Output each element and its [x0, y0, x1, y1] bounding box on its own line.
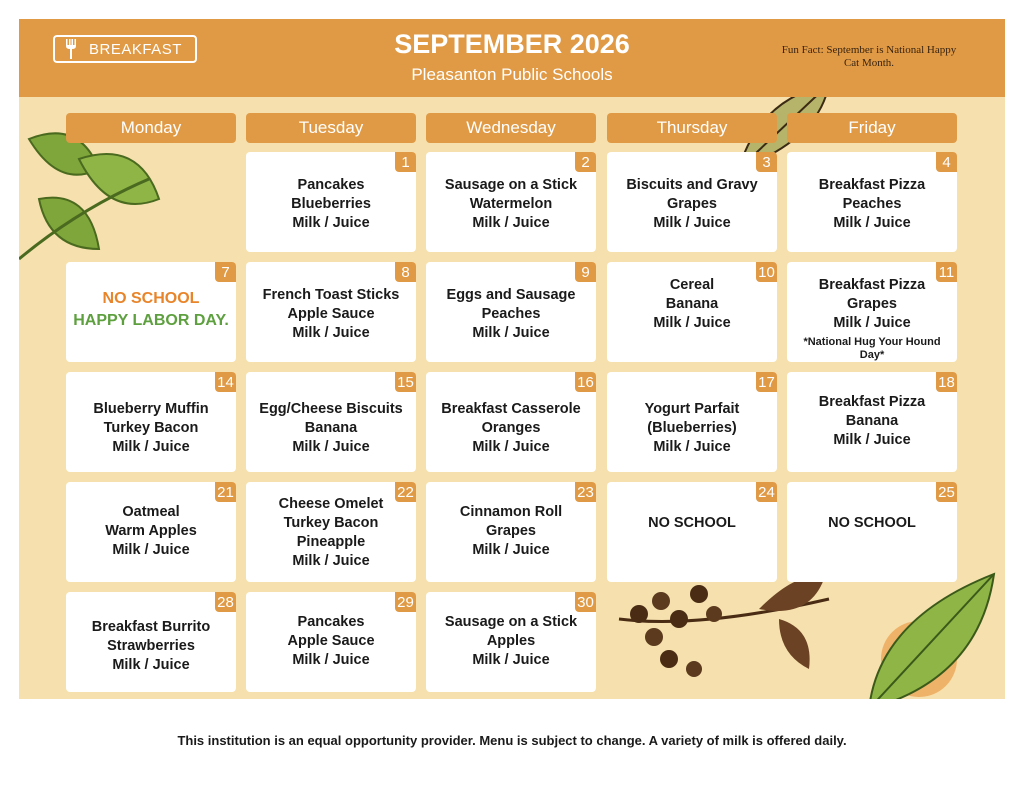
- menu-item: Banana: [665, 296, 719, 312]
- day-cell: [607, 152, 777, 252]
- day-cell: [607, 262, 777, 362]
- date-number: 1: [395, 152, 416, 172]
- day-header-wednesday: Wednesday: [426, 113, 596, 143]
- menu-item: Peaches: [842, 196, 902, 212]
- menu-item: Milk / Juice: [472, 325, 550, 341]
- date-number: 23: [575, 482, 596, 502]
- date-number: 17: [756, 372, 777, 392]
- day-cell: [607, 372, 777, 472]
- menu-item: Pancakes: [297, 614, 365, 630]
- menu-note: *National Hug Your Hound Day*: [803, 336, 941, 361]
- menu-item: Yogurt Parfait: [644, 401, 740, 417]
- menu-item: Cereal: [669, 277, 715, 293]
- page-header: [19, 19, 1005, 97]
- menu-item: Apple Sauce: [287, 633, 375, 649]
- day-cell: [607, 482, 777, 582]
- menu-item: Milk / Juice: [292, 215, 370, 231]
- menu-item: Breakfast Pizza: [818, 394, 926, 410]
- menu-item: Pancakes: [297, 177, 365, 193]
- date-number: 16: [575, 372, 596, 392]
- menu-item: Milk / Juice: [653, 215, 731, 231]
- date-number: 3: [756, 152, 777, 172]
- fork-icon: [61, 37, 81, 61]
- menu-item: Blueberries: [291, 196, 371, 212]
- menu-item: Cheese Omelet: [278, 496, 384, 512]
- date-number: 11: [936, 262, 957, 282]
- menu-item: Milk / Juice: [292, 553, 370, 569]
- menu-item: Breakfast Burrito: [91, 619, 211, 635]
- day-cell: [787, 482, 957, 582]
- menu-item: Milk / Juice: [653, 315, 731, 331]
- green-leaf-bottom-right-illustration: [859, 569, 999, 699]
- menu-item: Pineapple: [296, 534, 366, 550]
- menu-item: Cinnamon Roll: [459, 504, 563, 520]
- day-cell: [66, 592, 236, 692]
- date-number: 14: [215, 372, 236, 392]
- day-cell: [246, 372, 416, 472]
- menu-item: Warm Apples: [105, 523, 197, 539]
- menu-item: Sausage on a Stick: [444, 177, 578, 193]
- footer-disclaimer: This institution is an equal opportunity provider. Menu is subject to change. A variety of milk is offered daily.: [177, 733, 847, 748]
- day-header-monday: Monday: [66, 113, 236, 143]
- menu-item: NO SCHOOL: [648, 515, 736, 531]
- menu-item: Breakfast Pizza: [818, 277, 926, 293]
- menu-item: French Toast Sticks: [262, 287, 400, 303]
- menu-item: Sausage on a Stick: [444, 614, 578, 630]
- day-cell: [246, 482, 416, 582]
- breakfast-logo: [53, 35, 197, 63]
- date-number: 30: [575, 592, 596, 612]
- day-cell: [66, 262, 236, 362]
- menu-item: Biscuits and Gravy: [626, 177, 758, 193]
- menu-item: Milk / Juice: [833, 215, 911, 231]
- day-cell: [66, 372, 236, 472]
- menu-item: Grapes: [667, 196, 717, 212]
- day-header-friday: Friday: [787, 113, 957, 143]
- date-number: 8: [395, 262, 416, 282]
- menu-item: Milk / Juice: [112, 657, 190, 673]
- date-number: 15: [395, 372, 416, 392]
- menu-item: Oranges: [481, 420, 541, 436]
- day-cell: [787, 262, 957, 362]
- menu-item: Milk / Juice: [472, 439, 550, 455]
- page-title: SEPTEMBER 2026: [394, 29, 630, 59]
- no-school-text: NO SCHOOL: [102, 290, 200, 307]
- day-cell: [246, 152, 416, 252]
- logo-text: BREAKFAST: [89, 40, 182, 58]
- holiday-text: HAPPY LABOR DAY.: [73, 312, 229, 329]
- menu-item: Peaches: [481, 306, 541, 322]
- menu-item: Grapes: [486, 523, 536, 539]
- menu-item: Banana: [845, 413, 899, 429]
- menu-item: Milk / Juice: [472, 215, 550, 231]
- menu-item: Milk / Juice: [833, 315, 911, 331]
- menu-item: Milk / Juice: [112, 439, 190, 455]
- menu-item: NO SCHOOL: [828, 515, 916, 531]
- date-number: 18: [936, 372, 957, 392]
- menu-item: Blueberry Muffin: [93, 401, 209, 417]
- date-number: 2: [575, 152, 596, 172]
- day-cell: [246, 262, 416, 362]
- menu-item: Eggs and Sausage: [446, 287, 576, 303]
- date-number: 4: [936, 152, 957, 172]
- day-cell: [66, 482, 236, 582]
- menu-item: (Blueberries): [647, 420, 737, 436]
- menu-item: Milk / Juice: [112, 542, 190, 558]
- menu-item: Milk / Juice: [292, 652, 370, 668]
- fun-fact: Fun Fact: September is National Happy Cat Month.: [781, 44, 957, 69]
- menu-item: Egg/Cheese Biscuits: [259, 401, 403, 417]
- day-cell: [787, 372, 957, 472]
- menu-item: Breakfast Pizza: [818, 177, 926, 193]
- day-cell: [426, 482, 596, 582]
- menu-item: Milk / Juice: [472, 542, 550, 558]
- menu-item: Grapes: [847, 296, 897, 312]
- page-subtitle: Pleasanton Public Schools: [411, 65, 613, 84]
- day-header-tuesday: Tuesday: [246, 113, 416, 143]
- menu-item: Oatmeal: [122, 504, 180, 520]
- menu-item: Watermelon: [469, 196, 553, 212]
- menu-item: Strawberries: [107, 638, 195, 654]
- menu-item: Apple Sauce: [287, 306, 375, 322]
- day-cell: [787, 152, 957, 252]
- date-number: 7: [215, 262, 236, 282]
- menu-item: Milk / Juice: [292, 439, 370, 455]
- menu-item: Milk / Juice: [833, 432, 911, 448]
- menu-item: Turkey Bacon: [283, 515, 379, 531]
- day-cell: [426, 262, 596, 362]
- day-header-thursday: Thursday: [607, 113, 777, 143]
- menu-item: Milk / Juice: [292, 325, 370, 341]
- date-number: 10: [756, 262, 777, 282]
- date-number: 9: [575, 262, 596, 282]
- date-number: 29: [395, 592, 416, 612]
- date-number: 24: [756, 482, 777, 502]
- menu-item: Apples: [486, 633, 536, 649]
- day-cell: [246, 592, 416, 692]
- day-cell: [426, 152, 596, 252]
- day-cell: [426, 592, 596, 692]
- menu-item: Milk / Juice: [653, 439, 731, 455]
- calendar-sheet: [19, 19, 1005, 699]
- menu-item: Milk / Juice: [472, 652, 550, 668]
- day-cell: [426, 372, 596, 472]
- date-number: 28: [215, 592, 236, 612]
- date-number: 22: [395, 482, 416, 502]
- date-number: 25: [936, 482, 957, 502]
- menu-item: Banana: [304, 420, 358, 436]
- menu-item: Turkey Bacon: [103, 420, 199, 436]
- date-number: 21: [215, 482, 236, 502]
- menu-item: Breakfast Casserole: [441, 401, 581, 417]
